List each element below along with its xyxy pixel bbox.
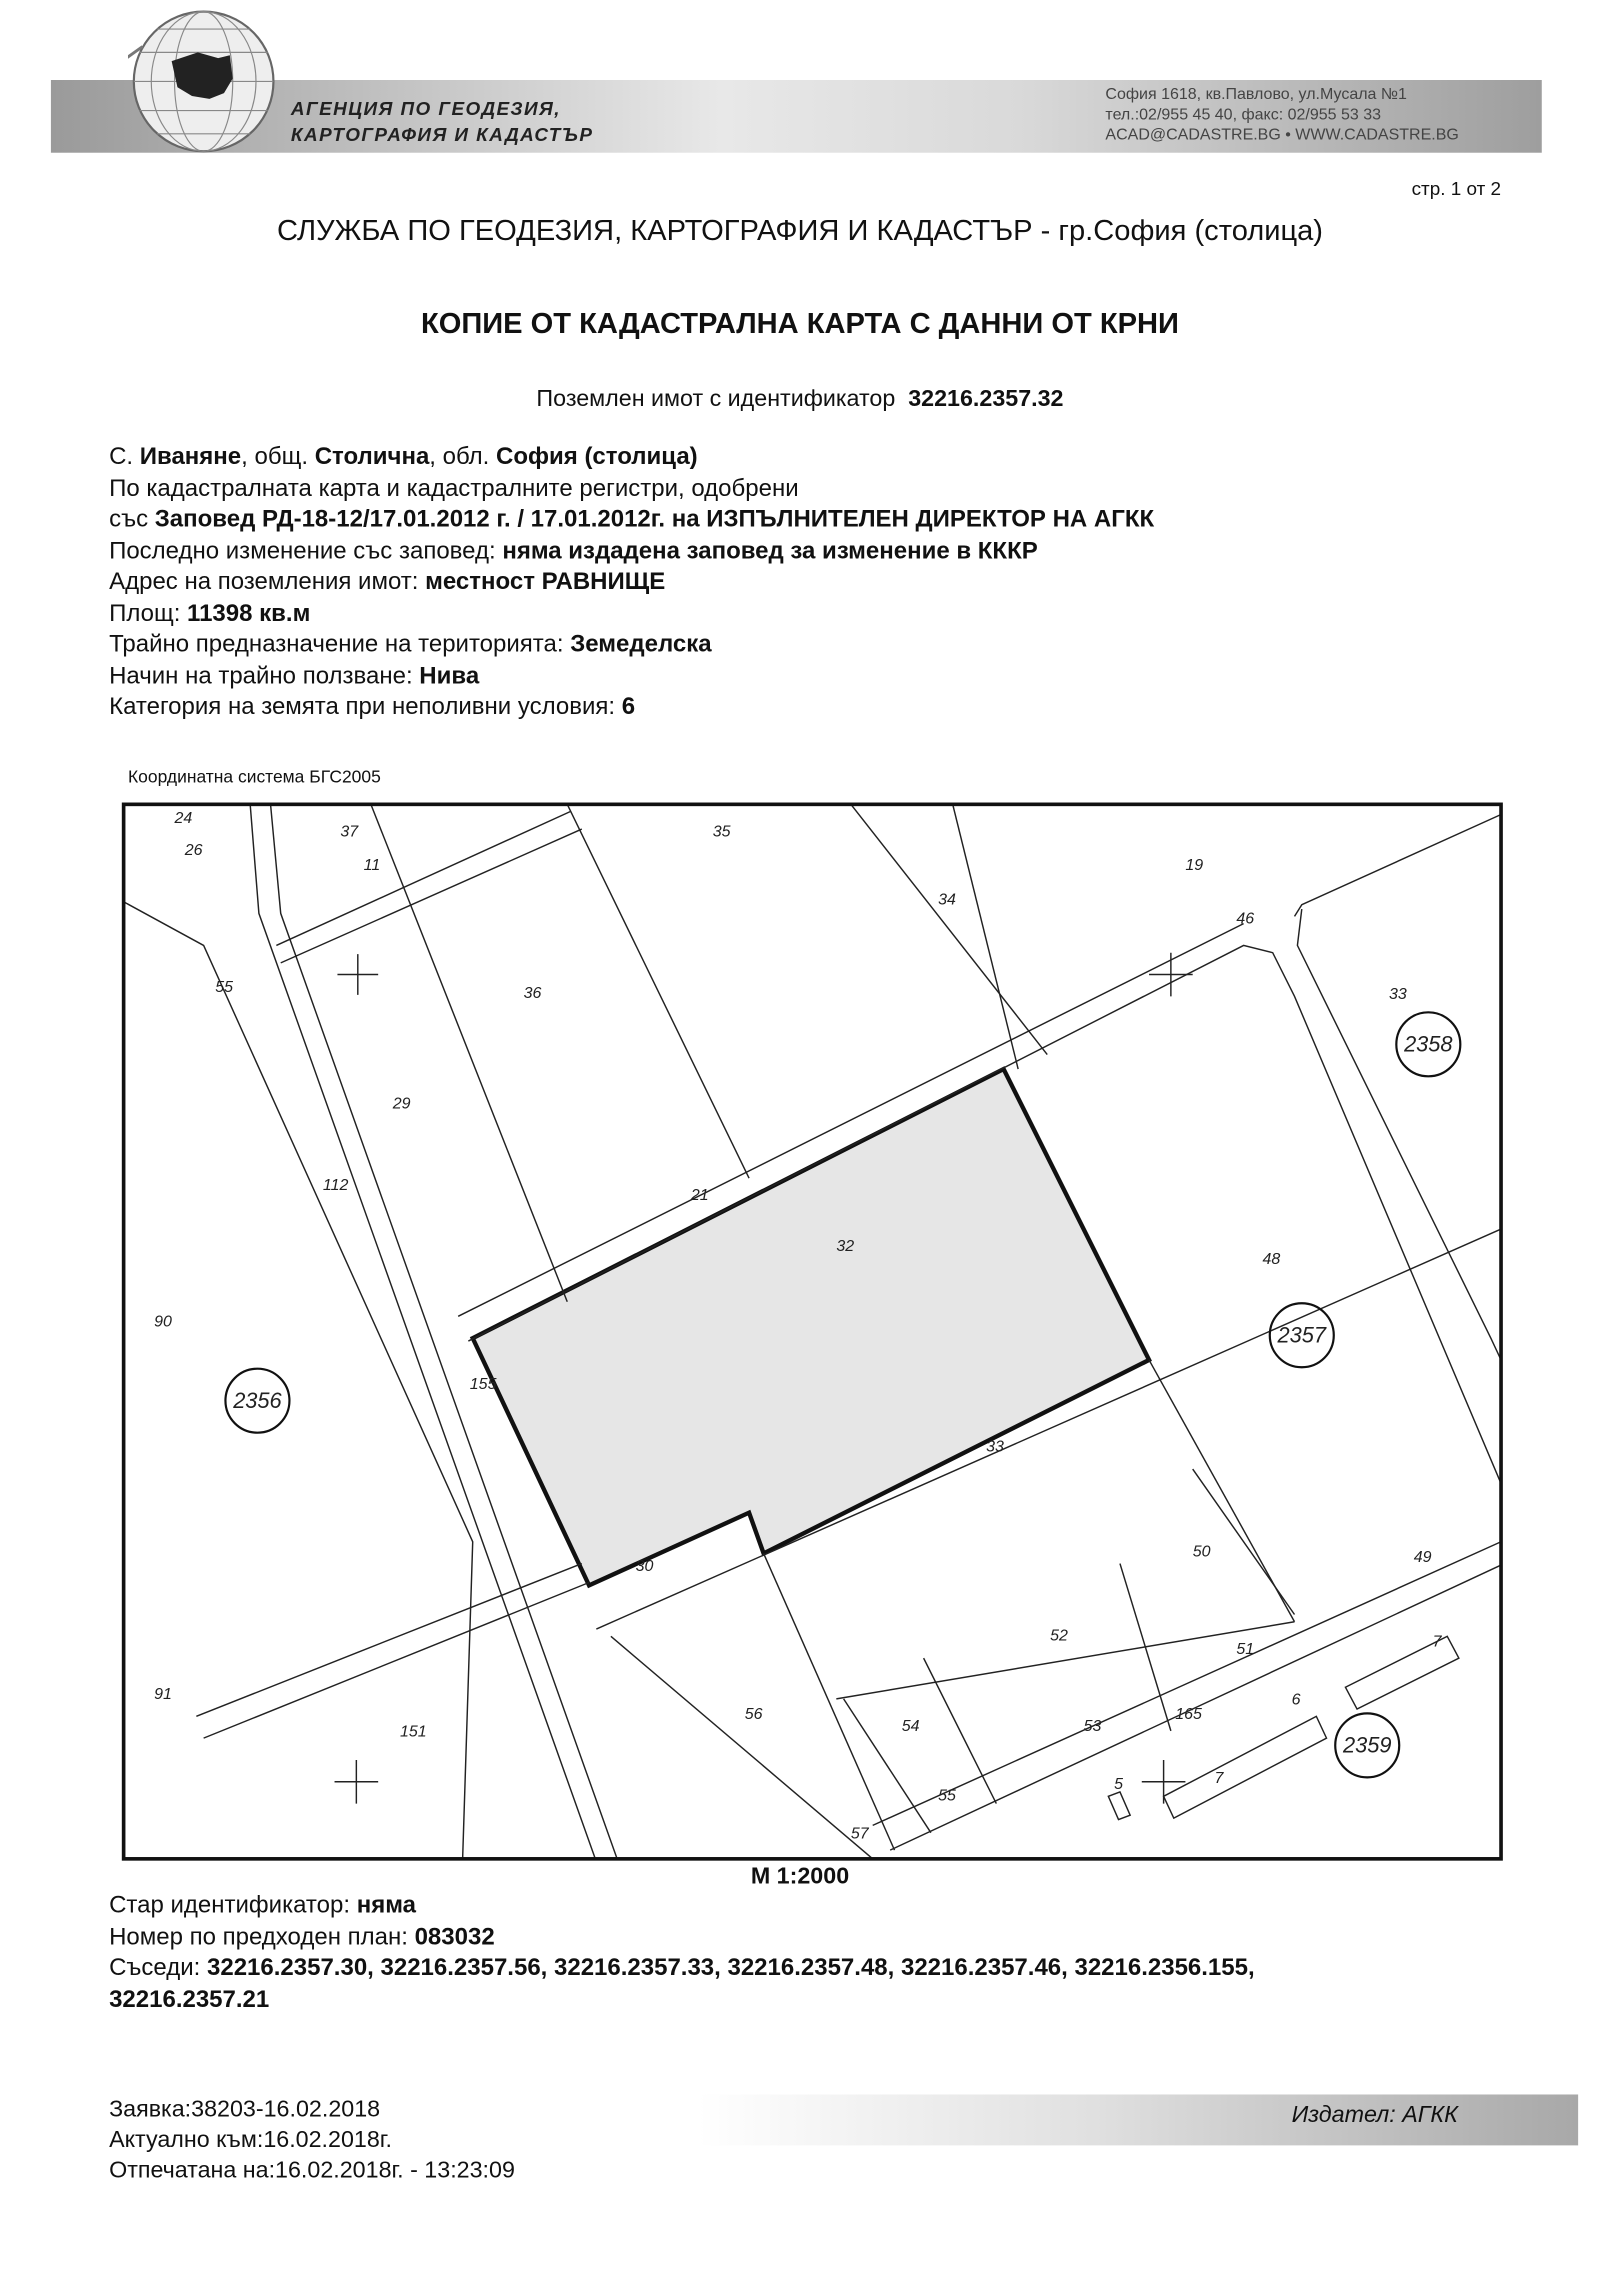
area: 11398 кв.м bbox=[187, 599, 311, 627]
settlement-prefix: С. bbox=[109, 443, 134, 470]
address: местност РАВНИЩЕ bbox=[425, 568, 666, 595]
old-id-label: Стар идентификатор: bbox=[109, 1892, 351, 1919]
prev-plan-label: Номер по предходен план: bbox=[109, 1923, 408, 1950]
purpose-label: Трайно предназначение на територията: bbox=[109, 631, 564, 658]
parcel-label: 165 bbox=[1175, 1706, 1202, 1724]
parcel-label: 24 bbox=[174, 810, 193, 828]
parcel-label: 26 bbox=[184, 842, 203, 860]
region: София (столица) bbox=[496, 443, 698, 470]
parcel-label: 7 bbox=[1432, 1633, 1442, 1651]
parcel-label: 33 bbox=[1389, 986, 1407, 1004]
agency-name-line2: КАРТОГРАФИЯ И КАДАСТЪР bbox=[290, 123, 594, 146]
parcel-label: 32 bbox=[836, 1237, 855, 1255]
block-number: 2357 bbox=[1277, 1322, 1327, 1348]
block-number: 2358 bbox=[1404, 1031, 1453, 1057]
printed-at: Отпечатана на:16.02.2018г. - 13:23:09 bbox=[109, 2158, 515, 2184]
identifier-value: 32216.2357.32 bbox=[908, 386, 1064, 412]
agency-phone: тел.:02/955 45 40, факс: 02/955 53 33 bbox=[1105, 106, 1382, 124]
municipality: Столична bbox=[314, 443, 430, 470]
settlement: Иваняне bbox=[139, 443, 242, 470]
buildings bbox=[1108, 1636, 1459, 1819]
parcel-label: 55 bbox=[938, 1787, 956, 1805]
page-number: стр. 1 от 2 bbox=[1411, 177, 1502, 200]
coordinate-system: Координатна система БГС2005 bbox=[127, 766, 381, 787]
parcel-label: 29 bbox=[392, 1095, 411, 1113]
parcel-label: 34 bbox=[938, 891, 956, 909]
neighbours-list-cont: 32216.2357.21 bbox=[109, 1986, 270, 2013]
parcel-label: 35 bbox=[712, 823, 731, 841]
subject-parcel-32 bbox=[473, 1069, 1149, 1585]
municipality-prefix: , общ. bbox=[241, 443, 309, 470]
usage: Нива bbox=[419, 662, 480, 689]
footer-info bbox=[109, 2094, 515, 2186]
parcel-label: 91 bbox=[154, 1685, 172, 1703]
parcel-label: 6 bbox=[1291, 1691, 1301, 1709]
usage-label: Начин на трайно ползване: bbox=[109, 662, 413, 689]
agency-name-line1: АГЕНЦИЯ ПО ГЕОДЕЗИЯ, bbox=[290, 97, 561, 120]
old-id: няма bbox=[356, 1892, 416, 1919]
purpose: Земеделска bbox=[570, 631, 712, 658]
service-name: СЛУЖБА ПО ГЕОДЕЗИЯ, КАРТОГРАФИЯ И КАДАСТЪР - гр.София (столица) bbox=[276, 215, 1323, 248]
request-number: Заявка:38203-16.02.2018 bbox=[109, 2097, 381, 2123]
parcel-label: 19 bbox=[1185, 856, 1204, 874]
order: Заповед РД-18-12/17.01.2012 г. / 17.01.2012г. на ИЗПЪЛНИТЕЛЕН ДИРЕКТОР НА АГКК bbox=[154, 506, 1155, 533]
property-details bbox=[109, 1891, 1255, 2016]
parcel-label: 46 bbox=[1236, 910, 1255, 928]
parcel-label: 48 bbox=[1262, 1250, 1281, 1268]
neighbours-list: 32216.2357.30, 32216.2357.56, 32216.2357.33, 32216.2357.48, 32216.2357.46, 32216.2356.155, bbox=[207, 1954, 1255, 1982]
parcel-label: 49 bbox=[1413, 1549, 1432, 1567]
address-label: Адрес на поземления имот: bbox=[109, 568, 419, 595]
block-number: 2356 bbox=[233, 1387, 282, 1413]
agency-web: ACAD@CADASTRE.BG • WWW.CADASTRE.BG bbox=[1105, 126, 1459, 144]
neighbours-label: Съседи: bbox=[109, 1954, 201, 1982]
parcel-label: 151 bbox=[399, 1723, 427, 1741]
agency-address: София 1618, кв.Павлово, ул.Мусала №1 bbox=[1105, 85, 1407, 104]
parcel-label: 54 bbox=[901, 1717, 920, 1735]
parcel-label: 37 bbox=[340, 823, 359, 841]
category: 6 bbox=[621, 693, 636, 720]
region-prefix: , обл. bbox=[429, 443, 490, 470]
order-prefix: със bbox=[109, 506, 149, 533]
area-label: Площ: bbox=[109, 599, 181, 627]
approved-line: По кадастралната карта и кадастралните регистри, одобрени bbox=[109, 474, 799, 502]
parcel-label: 56 bbox=[744, 1706, 763, 1724]
parcel-label: 5 bbox=[1114, 1776, 1124, 1794]
parcel-label: 30 bbox=[635, 1557, 654, 1575]
last-change: няма издадена заповед за изменение в КККР bbox=[502, 537, 1038, 564]
parcel-label: 53 bbox=[1083, 1717, 1102, 1735]
parcel-label: 112 bbox=[322, 1176, 349, 1194]
parcel-label: 155 bbox=[469, 1376, 497, 1394]
parcel-label: 50 bbox=[1192, 1543, 1211, 1561]
category-label: Категория на земята при неполивни условия: bbox=[109, 693, 616, 720]
parcel-label: 55 bbox=[215, 978, 234, 996]
parcel-label: 90 bbox=[154, 1313, 172, 1331]
parcel-label: 21 bbox=[690, 1186, 709, 1204]
block-number: 2359 bbox=[1342, 1732, 1392, 1758]
parcel-label: 33 bbox=[986, 1438, 1004, 1456]
prev-plan: 083032 bbox=[414, 1923, 495, 1950]
parcel-label: 11 bbox=[363, 856, 381, 874]
parcel-label: 7 bbox=[1214, 1770, 1224, 1788]
parcel-label: 57 bbox=[850, 1825, 869, 1843]
map-scale: М 1:2000 bbox=[750, 1864, 850, 1890]
parcel-label: 51 bbox=[1236, 1640, 1255, 1658]
parcel-label: 52 bbox=[1050, 1627, 1068, 1645]
parcel-label: 36 bbox=[523, 984, 542, 1002]
identifier-label: Поземлен имот с идентификатор bbox=[536, 386, 896, 412]
document-title: КОПИЕ ОТ КАДАСТРАЛНА КАРТА С ДАННИ ОТ КРНИ bbox=[420, 308, 1179, 341]
last-change-label: Последно изменение със заповед: bbox=[109, 537, 496, 564]
current-as-of: Актуално към:16.02.2018г. bbox=[109, 2127, 392, 2153]
publisher: Издател: АГКК bbox=[1291, 2103, 1458, 2128]
